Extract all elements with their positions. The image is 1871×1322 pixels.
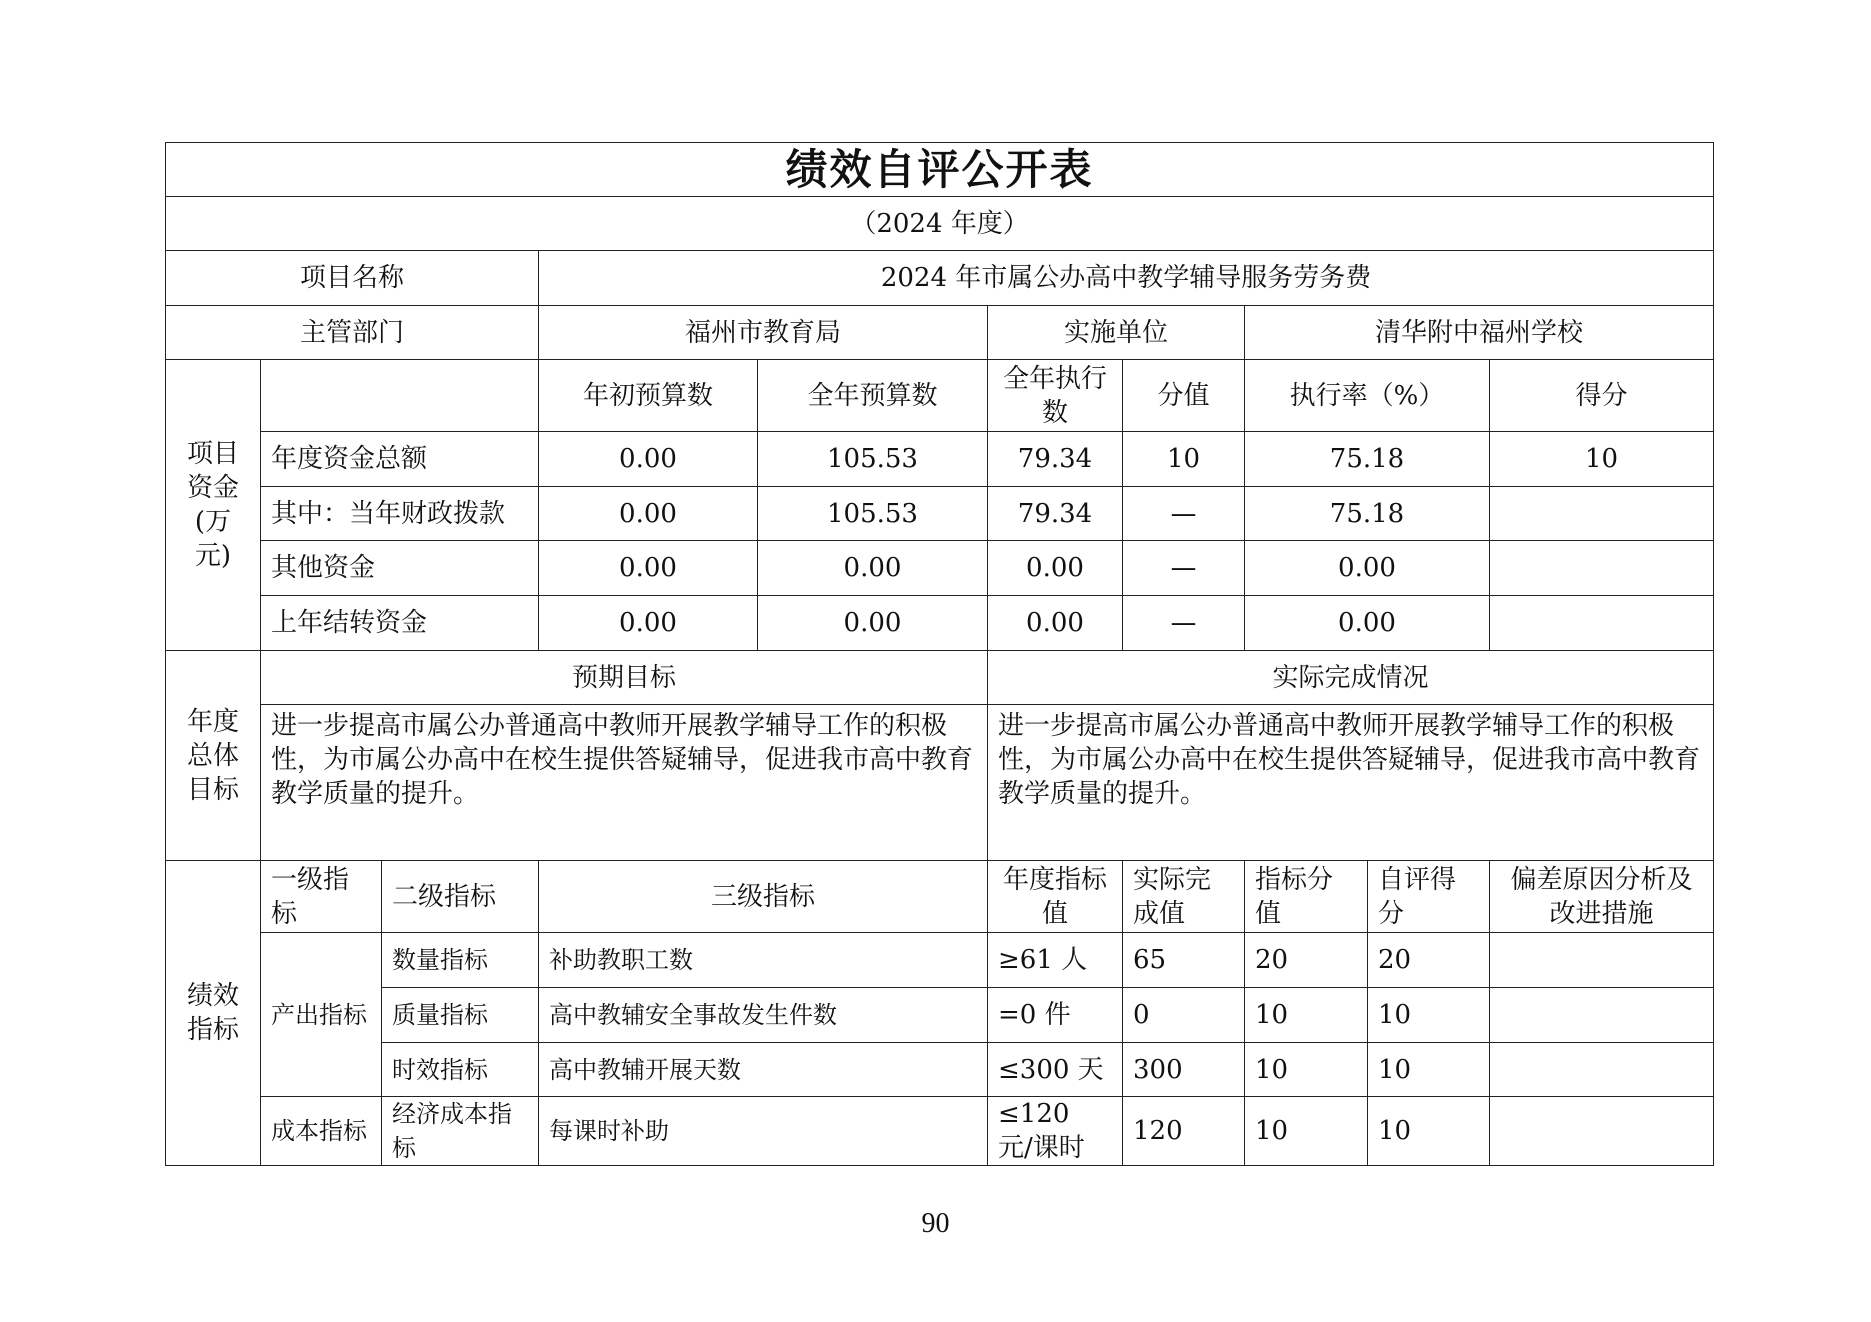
expected-goal-text: 进一步提高市属公办普通高中教师开展教学辅导工作的积极性，为市属公办高中在校生提供答疑辅导，促进我市高中教育教学质量的提升。 [261,705,988,861]
indicator-weight: 10 [1245,988,1368,1043]
funds-initial: 0.00 [539,541,758,596]
indicator-level2: 经济成本指标 [382,1097,539,1166]
impl: 清华附中福州学校 [1245,306,1714,360]
funds-rate: 0.00 [1245,596,1490,651]
indicator-actual: 300 [1123,1043,1245,1097]
indicator-header-level1: 一级指标 [261,861,382,933]
indicator-level2: 时效指标 [382,1043,539,1097]
funds-score [1490,487,1714,541]
indicator-header-level3: 三级指标 [539,861,988,933]
indicator-note [1490,1043,1714,1097]
funds-initial: 0.00 [539,487,758,541]
indicator-header-actual: 实际完成值 [1123,861,1245,933]
funds-executed: 0.00 [988,541,1123,596]
indicator-actual: 0 [1123,988,1245,1043]
funds-header-rate: 执行率（%） [1245,360,1490,432]
funds-score [1490,541,1714,596]
funds-executed: 79.34 [988,487,1123,541]
indicator-level1: 产出指标 [261,933,382,1097]
goals-section-label: 年度总体目标 [166,651,261,861]
indicator-level2: 数量指标 [382,933,539,988]
funds-initial: 0.00 [539,596,758,651]
funds-annual: 105.53 [758,487,988,541]
indicator-actual: 65 [1123,933,1245,988]
funds-header-score: 得分 [1490,360,1714,432]
funds-score-value: — [1123,541,1245,596]
indicator-score: 10 [1368,1043,1490,1097]
indicator-header-target: 年度指标值 [988,861,1123,933]
indicator-header-score: 自评得分 [1368,861,1490,933]
funds-header-executed: 全年执行数 [988,360,1123,432]
page-title: 绩效自评公开表 [166,143,1714,197]
funds-row-label: 其中：当年财政拨款 [261,487,539,541]
indicator-note [1490,988,1714,1043]
indicator-target: ≤120 元/课时 [988,1097,1123,1166]
dept: 福州市教育局 [539,306,988,360]
indicator-score: 20 [1368,933,1490,988]
indicator-target: =0 件 [988,988,1123,1043]
indicator-actual: 120 [1123,1097,1245,1166]
year-label: （2024 年度） [166,197,1714,251]
indicators-section-label: 绩效指标 [166,861,261,1166]
indicator-target: ≤300 天 [988,1043,1123,1097]
funds-annual: 0.00 [758,596,988,651]
impl-label: 实施单位 [988,306,1245,360]
indicator-note [1490,1097,1714,1166]
funds-header-annual: 全年预算数 [758,360,988,432]
funds-score [1490,596,1714,651]
funds-annual: 105.53 [758,432,988,487]
funds-score: 10 [1490,432,1714,487]
funds-header-initial: 年初预算数 [539,360,758,432]
funds-rate: 75.18 [1245,432,1490,487]
indicator-level3: 高中教辅开展天数 [539,1043,988,1097]
actual-result-label: 实际完成情况 [988,651,1714,705]
indicator-level3: 高中教辅安全事故发生件数 [539,988,988,1043]
indicator-level3: 补助教职工数 [539,933,988,988]
funds-rate: 0.00 [1245,541,1490,596]
indicator-header-note: 偏差原因分析及改进措施 [1490,861,1714,933]
indicator-weight: 20 [1245,933,1368,988]
project-name: 2024 年市属公办高中教学辅导服务劳务费 [539,251,1714,306]
dept-label: 主管部门 [166,306,539,360]
indicator-target: ≥61 人 [988,933,1123,988]
indicator-score: 10 [1368,988,1490,1043]
funds-initial: 0.00 [539,432,758,487]
indicator-level3: 每课时补助 [539,1097,988,1166]
page-number: 90 [921,1208,950,1239]
funds-score-value: — [1123,596,1245,651]
funds-row-label: 上年结转资金 [261,596,539,651]
funds-score-value: 10 [1123,432,1245,487]
funds-header-blank [261,360,539,432]
project-name-label: 项目名称 [166,251,539,306]
funds-rate: 75.18 [1245,487,1490,541]
funds-annual: 0.00 [758,541,988,596]
expected-goal-label: 预期目标 [261,651,988,705]
indicator-level1: 成本指标 [261,1097,382,1166]
indicator-score: 10 [1368,1097,1490,1166]
funds-section-label: 项目资金(万元) [166,360,261,651]
funds-row-label: 其他资金 [261,541,539,596]
funds-row-label: 年度资金总额 [261,432,539,487]
performance-table [165,142,1714,1166]
indicator-level2: 质量指标 [382,988,539,1043]
actual-result-text: 进一步提高市属公办普通高中教师开展教学辅导工作的积极性，为市属公办高中在校生提供答疑辅导，促进我市高中教育教学质量的提升。 [988,705,1714,861]
funds-executed: 0.00 [988,596,1123,651]
indicator-header-weight: 指标分值 [1245,861,1368,933]
funds-executed: 79.34 [988,432,1123,487]
indicator-weight: 10 [1245,1097,1368,1166]
funds-score-value: — [1123,487,1245,541]
indicator-weight: 10 [1245,1043,1368,1097]
indicator-header-level2: 二级指标 [382,861,539,933]
indicator-note [1490,933,1714,988]
funds-header-score-value: 分值 [1123,360,1245,432]
